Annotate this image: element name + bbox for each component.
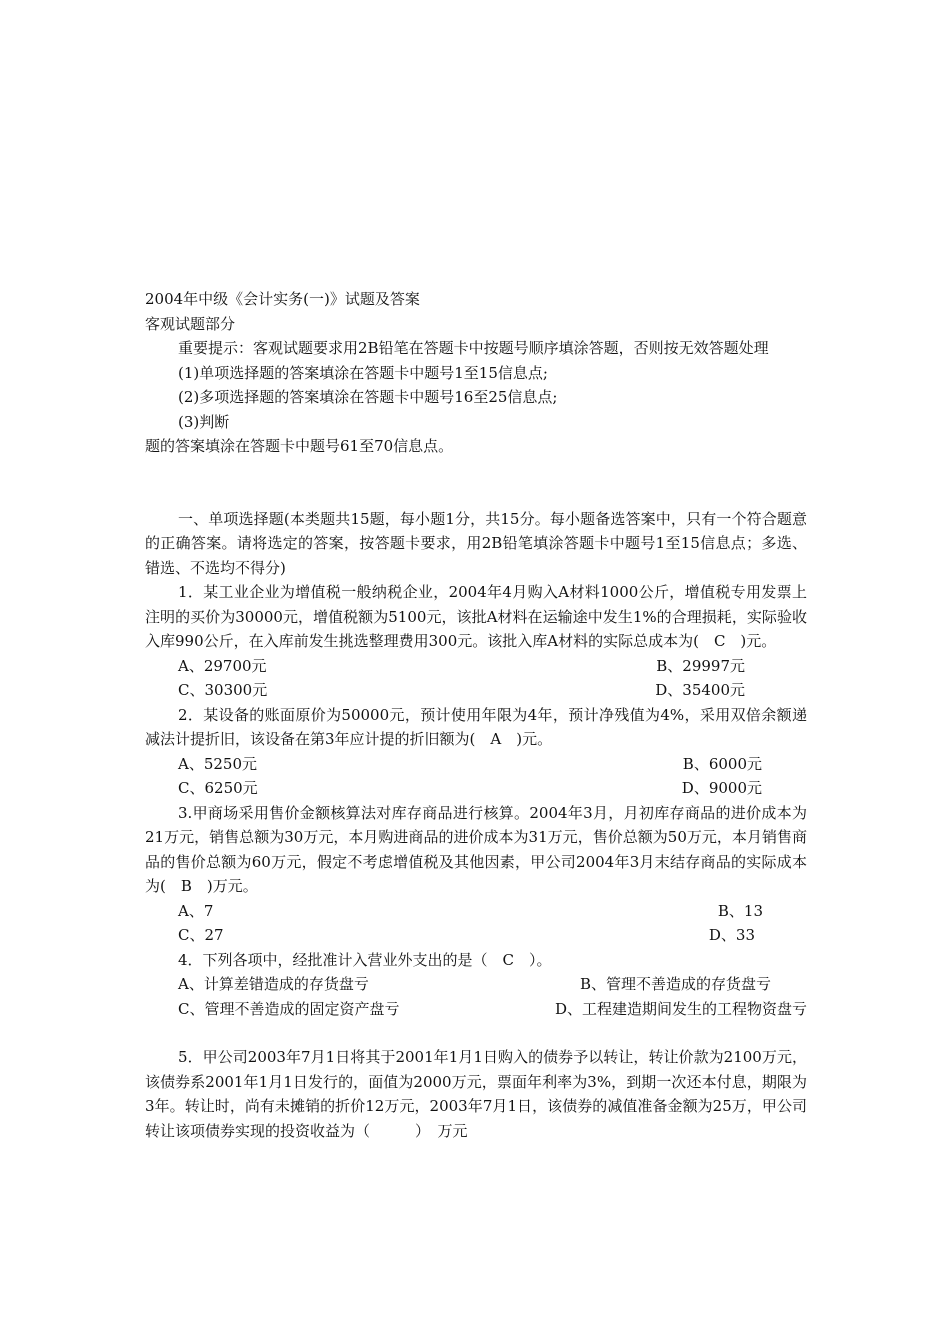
option-c: C、27 [178,926,224,944]
rule-item-continuation: 题的答案填涂在答题卡中题号61至70信息点。 [145,437,454,455]
options-row [145,776,807,801]
options-row [145,678,807,703]
rule-item: (2)多项选择题的答案填涂在答题卡中题号16至25信息点; [178,388,558,406]
question-stem: 5．甲公司2003年7月1日将其于2001年1月1日购入的债券予以转让，转让价款为2100万元，该债券系2001年1月1日发行的，面值为2000万元，票面年利率为3%，到期一次还本付息，期限为3年。转让时，尚有未摊销的折价12万元，2003年7月1日，该债券的减值准备金额为25万，甲公司转让该项债券实现的投资收益为（ ） 万元 [145,1048,807,1140]
option-b: B、29997元 [656,656,745,675]
question-stem: 3.甲商场采用售价金额核算法对库存商品进行核算。2004年3月，月初库存商品的进价成本为21万元，销售总额为30万元，本月购进商品的进价成本为31万元，售价总额为50万元，本月销售商品的售价总额为60万元，假定不考虑增值税及其他因素，甲公司2004年3月末结存商品的实际成本为( B )万元。 [145,803,807,895]
section-heading: 客观试题部分 [145,314,236,333]
question-stem: 1．某工业企业为增值税一般纳税企业，2004年4月购入A材料1000公斤，增值税专用发票上注明的买价为30000元，增值税额为5100元，该批A材料在运输途中发生1%的合理损耗，实际验收入库990公斤，在入库前发生挑选整理费用300元。该批入库A材料的实际总成本为( C )元。 [145,583,807,650]
rule-item: (3)判断 [178,412,230,431]
option-c: C、6250元 [178,779,258,797]
option-b: B、13 [717,901,763,920]
options-row [145,899,807,924]
important-notice: 重要提示：客观试题要求用2B铅笔在答题卡中按题号顺序填涂答题，否则按无效答题处理 [178,339,769,357]
question-stem: 2．某设备的账面原价为50000元，预计使用年限为4年，预计净残值为4%，采用双倍余额递减法计提折旧，该设备在第3年应计提的折旧额为( A )元。 [145,705,807,748]
spacer [145,459,807,507]
options-row [145,997,807,1022]
option-d: D、工程建造期间发生的工程物资盘亏 [554,999,807,1018]
options-row [145,923,807,948]
spacer [145,1021,807,1045]
option-a: A、计算差错造成的存货盘亏 [178,975,369,993]
option-c: C、管理不善造成的固定资产盘亏 [178,999,400,1018]
option-d: D、33 [708,926,755,944]
option-c: C、30300元 [178,681,268,699]
option-b: B、6000元 [682,754,762,773]
option-b: B、管理不善造成的存货盘亏 [579,975,771,993]
options-row [145,752,807,777]
option-a: A、7 [178,901,214,920]
options-row [145,654,807,679]
option-d: D、9000元 [681,779,762,797]
rule-item: (1)单项选择题的答案填涂在答题卡中题号1至15信息点; [178,363,548,382]
option-d: D、35400元 [655,681,745,699]
document-body [145,287,807,1143]
option-a: A、5250元 [178,754,258,773]
part1-header: 一、单项选择题(本类题共15题，每小题1分，共15分。每小题备选答案中，只有一个符合题意的正确答案。请将选定的答案，按答题卡要求，用2B铅笔填涂答题卡中题号1至15信息点；多选、错选、不选均不得分) [145,509,807,577]
question-stem: 4．下列各项中，经批准计入营业外支出的是（ C ）。 [178,950,552,969]
options-row [145,972,807,997]
option-a: A、29700元 [178,656,267,675]
document-title: 2004年中级《会计实务(一)》试题及答案 [145,290,420,308]
